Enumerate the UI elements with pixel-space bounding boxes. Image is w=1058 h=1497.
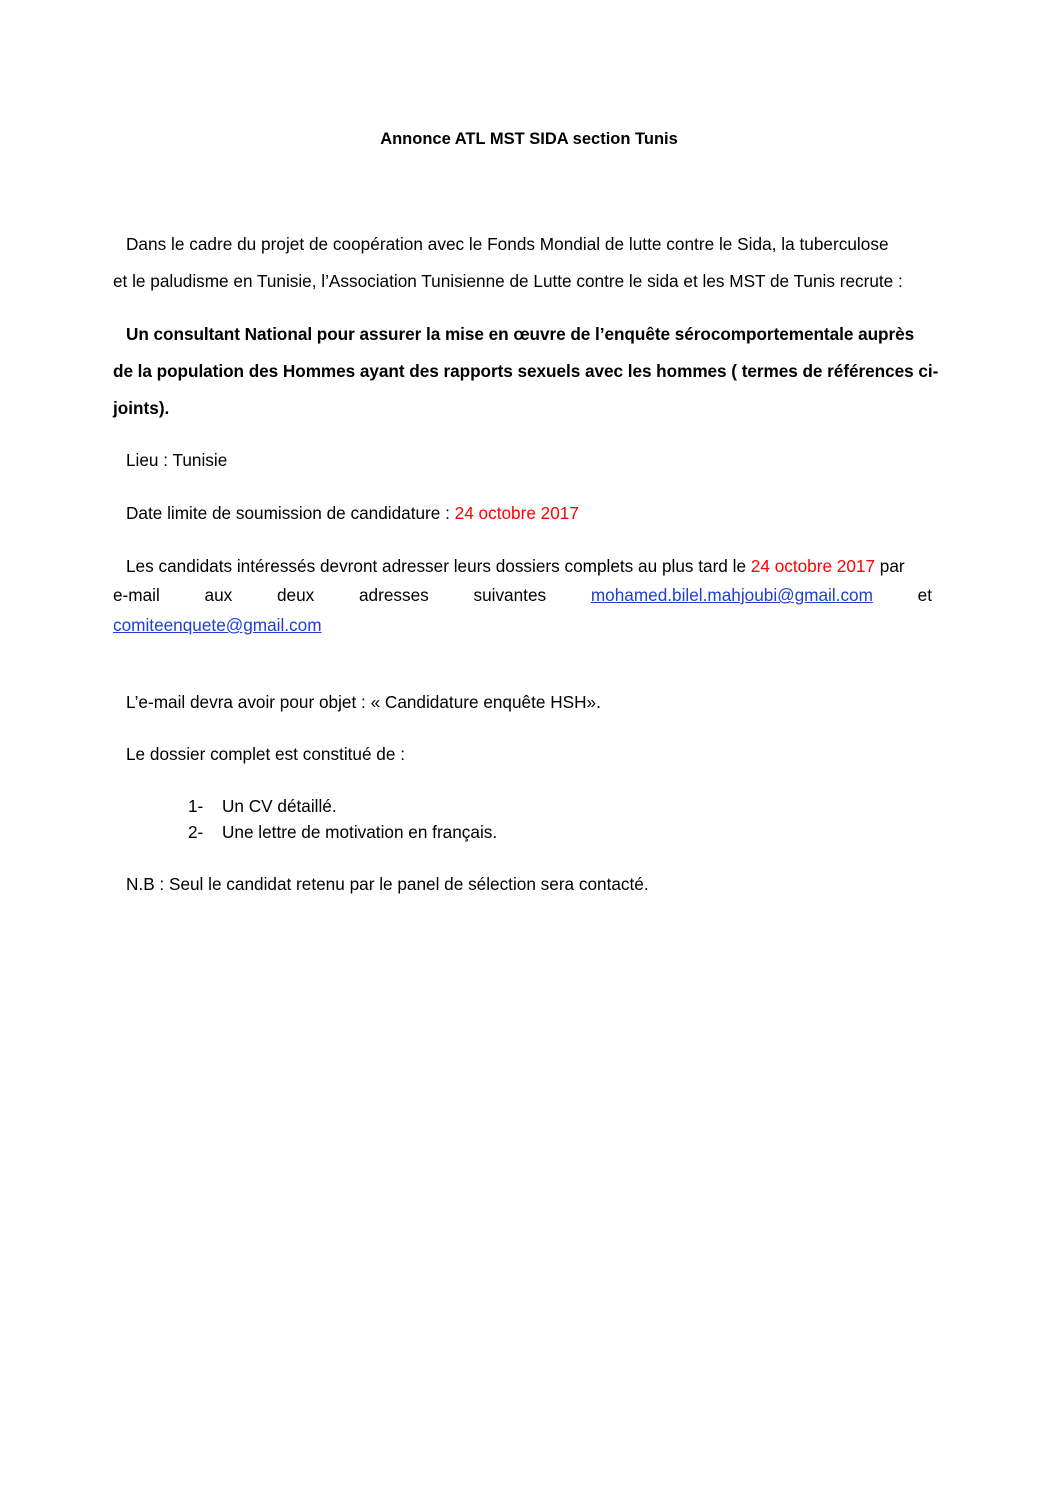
list-item-number: 1- xyxy=(188,796,204,816)
dossier-list xyxy=(188,793,497,845)
submission-line-2 xyxy=(113,582,932,608)
submission-line-1 xyxy=(113,548,932,585)
word-adresses: adresses xyxy=(359,585,429,605)
list-item-number: 2- xyxy=(188,822,204,842)
page-title: Annonce ATL MST SIDA section Tunis xyxy=(380,130,678,148)
word-aux: aux xyxy=(204,585,233,605)
intro-line-1-text: Dans le cadre du projet de coopération avec le Fonds Mondial de lutte contre le Sida, la tuberculose xyxy=(126,234,889,254)
word-email: e-mail xyxy=(113,585,160,605)
position-line-3: joints). xyxy=(113,398,170,418)
submission-text-before: Les candidats intéressés devront adresser leurs dossiers complets au plus tard le xyxy=(126,556,751,576)
position-line-1: Un consultant National pour assurer la mise en œuvre de l’enquête sérocomportementale auprès xyxy=(126,324,915,344)
list-item xyxy=(188,793,497,819)
word-suivantes: suivantes xyxy=(473,585,547,605)
list-item-text: Un CV détaillé. xyxy=(222,796,337,816)
intro-paragraph xyxy=(113,226,932,300)
position-line-2: de la population des Hommes ayant des rapports sexuels avec les hommes ( termes de références ci- xyxy=(113,361,939,381)
word-et: et xyxy=(917,585,932,605)
dossier-intro-line: Le dossier complet est constitué de : xyxy=(126,744,405,764)
nb-line: N.B : Seul le candidat retenu par le panel de sélection sera contacté. xyxy=(126,874,649,894)
position-paragraph xyxy=(113,316,939,427)
submission-line-3 xyxy=(113,607,932,643)
submission-text-after: par xyxy=(875,556,905,576)
deadline-date: 24 octobre 2017 xyxy=(454,503,579,523)
email-link-2[interactable]: comiteenquete@gmail.com xyxy=(113,615,322,635)
intro-line-2: et le paludisme en Tunisie, l’Association Tunisienne de Lutte contre le sida et les MST de Tunis recrute : xyxy=(113,271,903,291)
subject-line: L’e-mail devra avoir pour objet : « Candidature enquête HSH». xyxy=(126,692,601,712)
deadline-label: Date limite de soumission de candidature : xyxy=(126,503,455,523)
list-item-text: Une lettre de motivation en français. xyxy=(222,822,498,842)
submission-paragraph xyxy=(113,548,932,643)
lieu-line: Lieu : Tunisie xyxy=(126,450,228,470)
intro-line-1 xyxy=(113,226,932,263)
deadline-line xyxy=(113,495,945,532)
word-deux: deux xyxy=(276,585,315,605)
submission-date: 24 octobre 2017 xyxy=(750,556,876,576)
email-link-1[interactable]: mohamed.bilel.mahjoubi@gmail.com xyxy=(590,585,873,605)
list-item xyxy=(188,819,497,845)
